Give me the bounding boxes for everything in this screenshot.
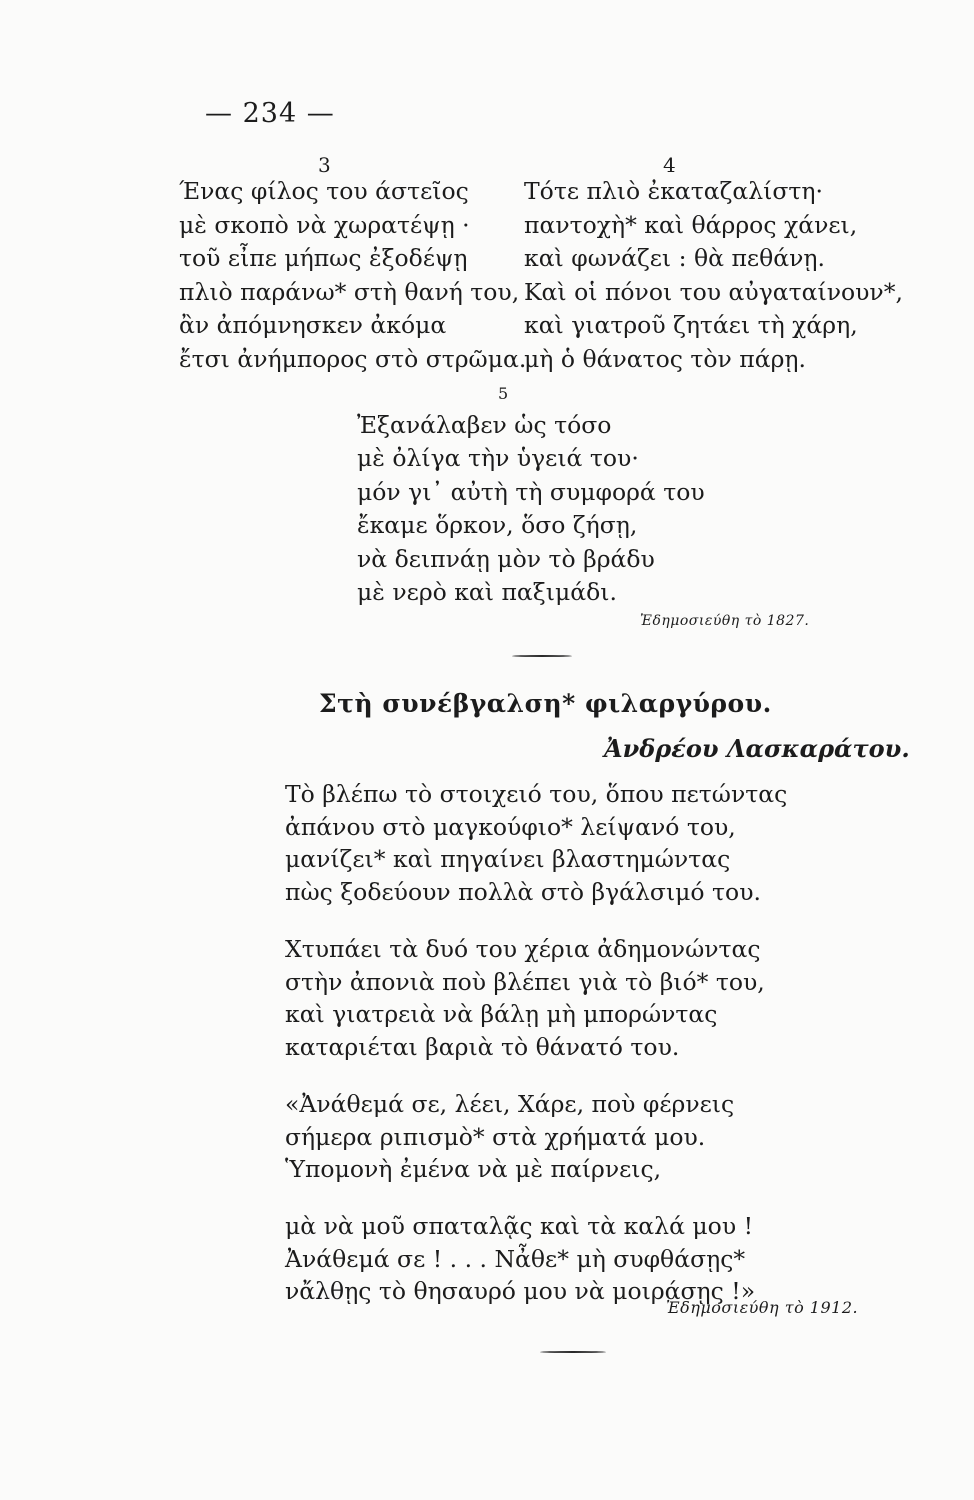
stanza-3 <box>179 177 527 381</box>
verse-line: Τότε πλιὸ ἐκαταζαλίστη· <box>524 177 823 205</box>
verse-line: Ένας φίλος του άστεῖος <box>179 177 469 205</box>
verse-line: Καὶ οἱ πόνοι του αὐγαταίνουν*, <box>524 277 903 306</box>
verse-line: πλιὸ παράνω* στὴ θανή του, <box>179 277 520 306</box>
verse-line: μὲ ὀλίγα τὴν ὑγειά του· <box>357 444 639 473</box>
verse-line: μανίζει* καὶ πηγαίνει βλαστημώντας <box>285 845 731 873</box>
verse-line: μὰ νὰ μοῦ σπαταλᾷς καὶ τὰ καλά μου ! <box>285 1212 754 1240</box>
verse-line: ἔτσι ἀνήμπορος στὸ στρῶμα. <box>179 344 527 373</box>
verse-line: καὶ φωνάζει : θὰ πεθάνῃ. <box>524 244 825 272</box>
verse-line: τοῦ εἶπε μήπως ἐξοδέψῃ <box>179 244 468 272</box>
verse-line: ἀπάνου στὸ μαγκούφιο* λείψανό του, <box>285 812 736 841</box>
stanza-4 <box>524 177 903 381</box>
stanza-3-number: 3 <box>318 153 331 177</box>
poem-stanza-3 <box>285 1090 735 1191</box>
verse-line: «Ἀνάθεμά σε, λέει, Χάρε, ποὺ φέρνεις <box>285 1090 735 1118</box>
verse-line: σήμερα ριπισμὸ* στὰ χρήματά μου. <box>285 1122 706 1151</box>
verse-line: ἂν ἀπόμνησκεν ἀκόμα <box>179 311 447 339</box>
verse-line: νἄλθῃς τὸ θησαυρό μου νὰ μοιράσῃς !» <box>285 1277 756 1305</box>
verse-line: Ἀνάθεμά σε ! . . . Νἆθε* μὴ συφθάσῃς* <box>285 1244 746 1273</box>
verse-line: μόν γι᾽ αὐτὴ τὴ συμφορά του <box>357 477 705 506</box>
verse-line: ἔκαμε ὅρκον, ὅσο ζήσῃ, <box>357 511 638 540</box>
verse-line: Τὸ βλέπω τὸ στοιχειό του, ὅπου πετώντας <box>285 780 788 808</box>
verse-line: Χτυπάει τὰ δυό του χέρια ἀδημονώντας <box>285 935 761 963</box>
verse-line: στὴν ἀπονιὰ ποὺ βλέπει γιὰ τὸ βιό* του, <box>285 967 765 996</box>
verse-line: παντοχὴ* καὶ θάρρος χάνει, <box>524 210 858 239</box>
stanza-5-number: 5 <box>498 384 509 403</box>
publication-date-1: Ἐδημοσιεύθη τὸ 1827. <box>640 613 810 629</box>
verse-line: Ὑπομονὴ ἐμένα νὰ μὲ παίρνεις, <box>285 1155 662 1183</box>
verse-line: πὼς ξοδεύουν πολλὰ στὸ βγάλσιμό του. <box>285 877 761 906</box>
verse-line: μὴ ὁ θάνατος τὸν πάρῃ. <box>524 344 806 373</box>
poem-title: Στὴ συνέβγαλση* φιλαργύρου. <box>319 689 772 718</box>
verse-line: καταριέται βαριὰ τὸ θάνατό του. <box>285 1032 680 1061</box>
verse-line: καὶ γιατροῦ ζητάει τὴ χάρη, <box>524 311 858 339</box>
stanza-4-number: 4 <box>663 153 676 177</box>
poem-author: Ἀνδρέου Λασκαράτου. <box>604 734 910 763</box>
divider <box>512 655 572 657</box>
verse-line: Ἐξανάλαβεν ὡς τόσο <box>357 411 612 439</box>
poem-stanza-2 <box>285 935 765 1068</box>
poem-stanza-1 <box>285 780 788 913</box>
verse-line: καὶ γιατρειὰ νὰ βάλῃ μὴ μπορώντας <box>285 1000 718 1028</box>
verse-line: μὲ νερὸ καὶ παξιμάδι. <box>357 577 617 606</box>
page-number: — 234 — <box>205 98 335 129</box>
publication-date-2: Ἐδημοσιεύθη τὸ 1912. <box>666 1298 859 1317</box>
divider <box>540 1351 606 1353</box>
verse-line: μὲ σκοπὸ νὰ χωρατέψῃ · <box>179 210 470 239</box>
stanza-5 <box>357 411 705 614</box>
verse-line: νὰ δειπνάῃ μὸν τὸ βράδυ <box>357 544 655 573</box>
